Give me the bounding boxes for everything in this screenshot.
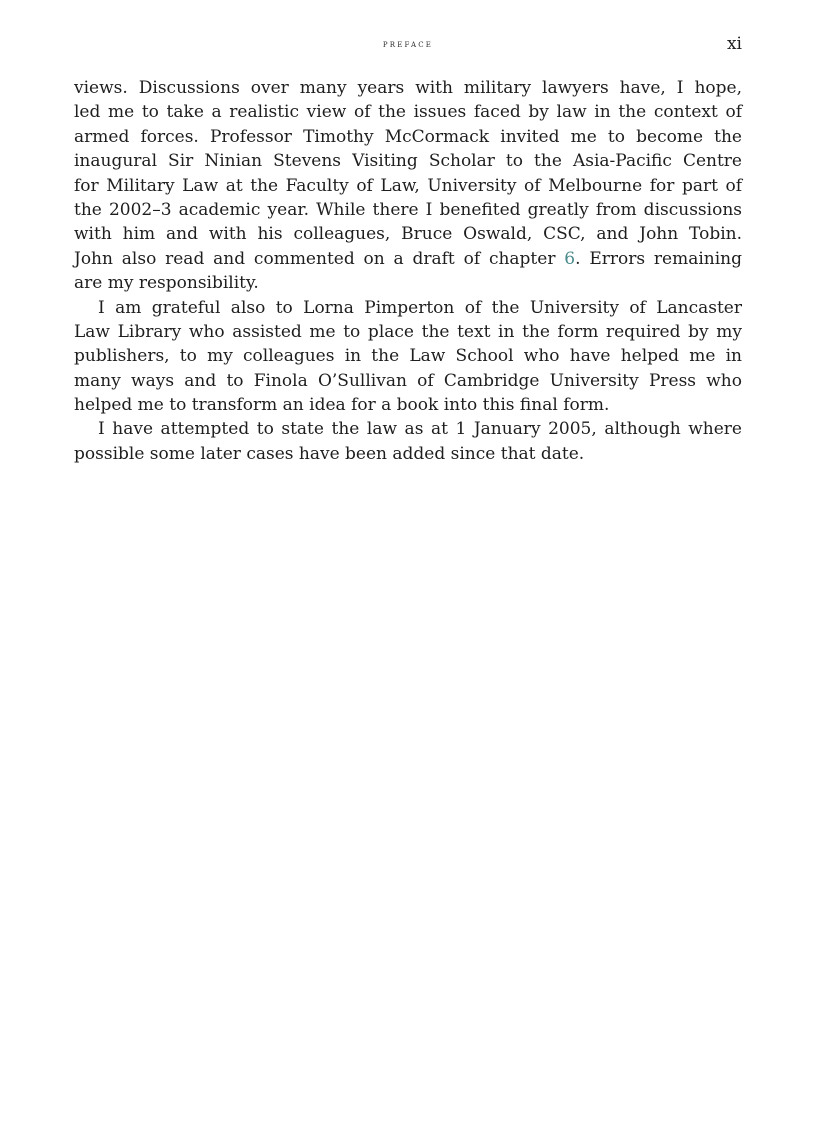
text-line: views. Discussions over many years with military lawyers have, I hope,	[74, 78, 742, 98]
text-line	[74, 247, 742, 271]
text-line: many ways and to Finola O’Sullivan of Cambridge University Press who	[74, 370, 742, 391]
text-line: with him and with his colleagues, Bruce Oswald, CSC, and John Tobin.	[74, 224, 742, 245]
text-line: for Military Law at the Faculty of Law, University of Melbourne for part of	[74, 175, 742, 196]
text-line: I am grateful also to Lorna Pimperton of the University of Lancaster	[98, 297, 742, 318]
text-line: helped me to transform an idea for a book into this final form.	[74, 395, 610, 416]
running-title: preface	[382, 38, 434, 50]
text-segment: John also read and commented on a draft of chapter	[74, 248, 565, 269]
text-line: publishers, to my colleagues in the Law School who have helped me in	[74, 346, 742, 367]
running-head	[74, 34, 742, 58]
text-line: Law Library who assisted me to place the text in the form required by my	[74, 321, 742, 342]
text-line: armed forces. Professor Timothy McCormack invited me to become the	[74, 126, 742, 147]
page-number: xi	[726, 34, 742, 54]
paragraph-1	[74, 76, 742, 296]
text-line: I have attempted to state the law as at 1 January 2005, although where	[98, 419, 742, 440]
book-page	[74, 34, 742, 466]
text-line: the 2002–3 academic year. While there I benefited greatly from discussions	[74, 199, 742, 220]
paragraph-2	[74, 296, 742, 418]
text-segment: . Errors remaining	[575, 248, 743, 269]
body-text	[74, 76, 742, 466]
chapter-reference-link[interactable]: 6	[564, 248, 576, 269]
text-line: are my responsibility.	[74, 273, 259, 294]
paragraph-3	[74, 417, 742, 466]
text-line: led me to take a realistic view of the issues faced by law in the context of	[74, 102, 742, 123]
text-line: possible some later cases have been added since that date.	[74, 443, 585, 464]
text-line: inaugural Sir Ninian Stevens Visiting Scholar to the Asia-Pacific Centre	[74, 151, 742, 172]
